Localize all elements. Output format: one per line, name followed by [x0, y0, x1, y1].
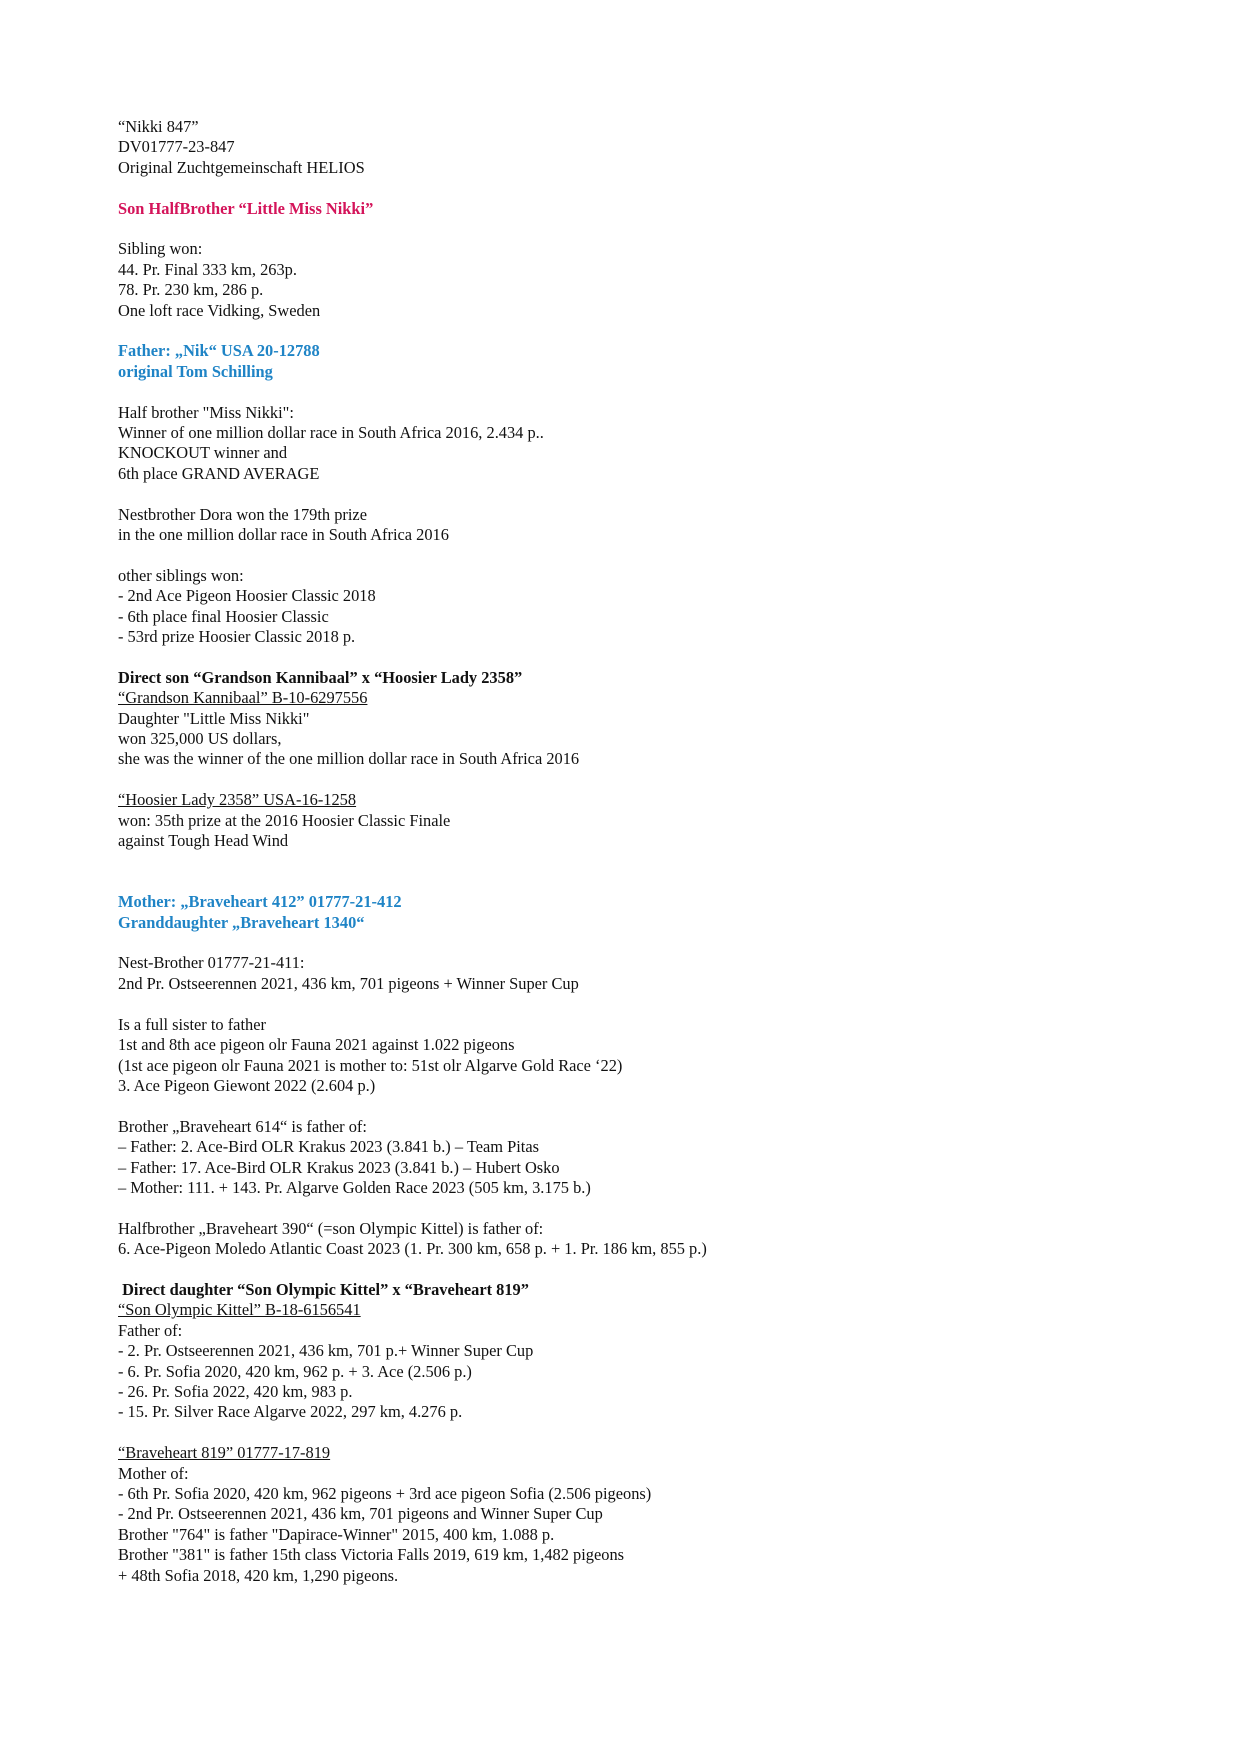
- text-line: - 6th Pr. Sofia 2020, 420 km, 962 pigeons + 3rd ace pigeon Sofia (2.506 pigeons): [118, 1483, 652, 1503]
- blank-line: [118, 1423, 1178, 1443]
- text-line: One loft race Vidking, Sweden: [118, 300, 321, 320]
- text-line: Brother "381" is father 15th class Victoria Falls 2019, 619 km, 1,482 pigeons: [118, 1545, 625, 1565]
- subheading: Direct daughter “Son Olympic Kittel” x “Braveheart 819”: [118, 1279, 529, 1299]
- blank-line: [118, 1260, 1178, 1280]
- subheading: Direct son “Grandson Kannibaal” x “Hoosier Lady 2358”: [118, 667, 523, 687]
- text-line: won 325,000 US dollars,: [118, 729, 282, 749]
- text-line: won: 35th prize at the 2016 Hoosier Classic Finale: [118, 810, 451, 830]
- blank-line: [118, 382, 1178, 402]
- text-line: 44. Pr. Final 333 km, 263p.: [118, 259, 297, 279]
- text-line: Mother of:: [118, 1463, 189, 1483]
- text-line: Brother "764" is father "Dapirace-Winner" 2015, 400 km, 1.088 p.: [118, 1524, 555, 1544]
- text-line: Winner of one million dollar race in South Africa 2016, 2.434 p..: [118, 423, 544, 443]
- text-line: against Tough Head Wind: [118, 831, 289, 851]
- text-line: Halfbrother „Braveheart 390“ (=son Olympic Kittel) is father of:: [118, 1218, 544, 1238]
- blank-line: [118, 178, 1178, 198]
- blank-line: [118, 647, 1178, 667]
- text-line: 2nd Pr. Ostseerennen 2021, 436 km, 701 pigeons + Winner Super Cup: [118, 973, 579, 993]
- text-line: she was the winner of the one million dollar race in South Africa 2016: [118, 749, 580, 769]
- text-line: 1st and 8th ace pigeon olr Fauna 2021 against 1.022 pigeons: [118, 1035, 515, 1055]
- blank-line: [118, 484, 1178, 504]
- text-line: - 15. Pr. Silver Race Algarve 2022, 297 km, 4.276 p.: [118, 1402, 463, 1422]
- text-line: - 26. Pr. Sofia 2022, 420 km, 983 p.: [118, 1381, 353, 1401]
- text-line: in the one million dollar race in South Africa 2016: [118, 525, 449, 545]
- document-body: [118, 117, 1178, 1586]
- text-line: 6th place GRAND AVERAGE: [118, 463, 320, 483]
- blank-line: [118, 321, 1178, 341]
- blank-line: [118, 1198, 1178, 1218]
- text-line: (1st ace pigeon olr Fauna 2021 is mother to: 51st olr Algarve Gold Race ‘22): [118, 1055, 623, 1075]
- text-line: Nestbrother Dora won the 179th prize: [118, 504, 367, 524]
- text-line: “Nikki 847”: [118, 117, 199, 136]
- pigeon-name-line: “Braveheart 819” 01777-17-819: [118, 1443, 331, 1463]
- text-line: Daughter "Little Miss Nikki": [118, 708, 310, 728]
- blank-line: [118, 1096, 1178, 1116]
- text-line: – Mother: 111. + 143. Pr. Algarve Golden Race 2023 (505 km, 3.175 b.): [118, 1177, 591, 1197]
- text-line: - 6th place final Hoosier Classic: [118, 606, 329, 626]
- text-line: Brother „Braveheart 614“ is father of:: [118, 1116, 367, 1136]
- blank-line: [118, 219, 1178, 239]
- text-line: DV01777-23-847: [118, 137, 235, 157]
- blank-line: [118, 872, 1178, 892]
- text-line: – Father: 2. Ace-Bird OLR Krakus 2023 (3.841 b.) – Team Pitas: [118, 1137, 540, 1157]
- blank-line: [118, 545, 1178, 565]
- section-heading: Son HalfBrother “Little Miss Nikki”: [118, 198, 374, 218]
- pigeon-name-line: “Son Olympic Kittel” B-18-6156541: [118, 1300, 361, 1320]
- section-heading: Mother: „Braveheart 412” 01777-21-412: [118, 892, 402, 912]
- text-line: Father of:: [118, 1320, 183, 1340]
- blank-line: [118, 770, 1178, 790]
- text-line: - 53rd prize Hoosier Classic 2018 p.: [118, 627, 356, 647]
- text-line: Sibling won:: [118, 239, 203, 259]
- text-line: Is a full sister to father: [118, 1014, 266, 1034]
- pigeon-name-line: “Grandson Kannibaal” B-10-6297556: [118, 688, 368, 708]
- text-line: KNOCKOUT winner and: [118, 443, 288, 463]
- text-line: 3. Ace Pigeon Giewont 2022 (2.604 p.): [118, 1075, 376, 1095]
- text-line: other siblings won:: [118, 565, 244, 585]
- text-line: Half brother "Miss Nikki":: [118, 402, 294, 422]
- blank-line: [118, 933, 1178, 953]
- pigeon-name-line: “Hoosier Lady 2358” USA-16-1258: [118, 790, 357, 810]
- section-heading: Granddaughter „Braveheart 1340“: [118, 912, 365, 932]
- text-line: 78. Pr. 230 km, 286 p.: [118, 280, 264, 300]
- text-line: - 6. Pr. Sofia 2020, 420 km, 962 p. + 3. Ace (2.506 p.): [118, 1361, 472, 1381]
- blank-line: [118, 994, 1178, 1014]
- section-heading: original Tom Schilling: [118, 361, 273, 381]
- text-line: Nest-Brother 01777-21-411:: [118, 953, 305, 973]
- text-line: + 48th Sofia 2018, 420 km, 1,290 pigeons.: [118, 1565, 399, 1585]
- text-line: - 2nd Pr. Ostseerennen 2021, 436 km, 701 pigeons and Winner Super Cup: [118, 1504, 603, 1524]
- text-line: Original Zuchtgemeinschaft HELIOS: [118, 157, 365, 177]
- blank-line: [118, 852, 1178, 872]
- text-line: – Father: 17. Ace-Bird OLR Krakus 2023 (3.841 b.) – Hubert Osko: [118, 1157, 560, 1177]
- section-heading: Father: „Nik“ USA 20-12788: [118, 341, 320, 361]
- text-line: 6. Ace-Pigeon Moledo Atlantic Coast 2023 (1. Pr. 300 km, 658 p. + 1. Pr. 186 km, 855 p.): [118, 1239, 707, 1259]
- text-line: - 2nd Ace Pigeon Hoosier Classic 2018: [118, 586, 376, 606]
- text-line: - 2. Pr. Ostseerennen 2021, 436 km, 701 p.+ Winner Super Cup: [118, 1341, 534, 1361]
